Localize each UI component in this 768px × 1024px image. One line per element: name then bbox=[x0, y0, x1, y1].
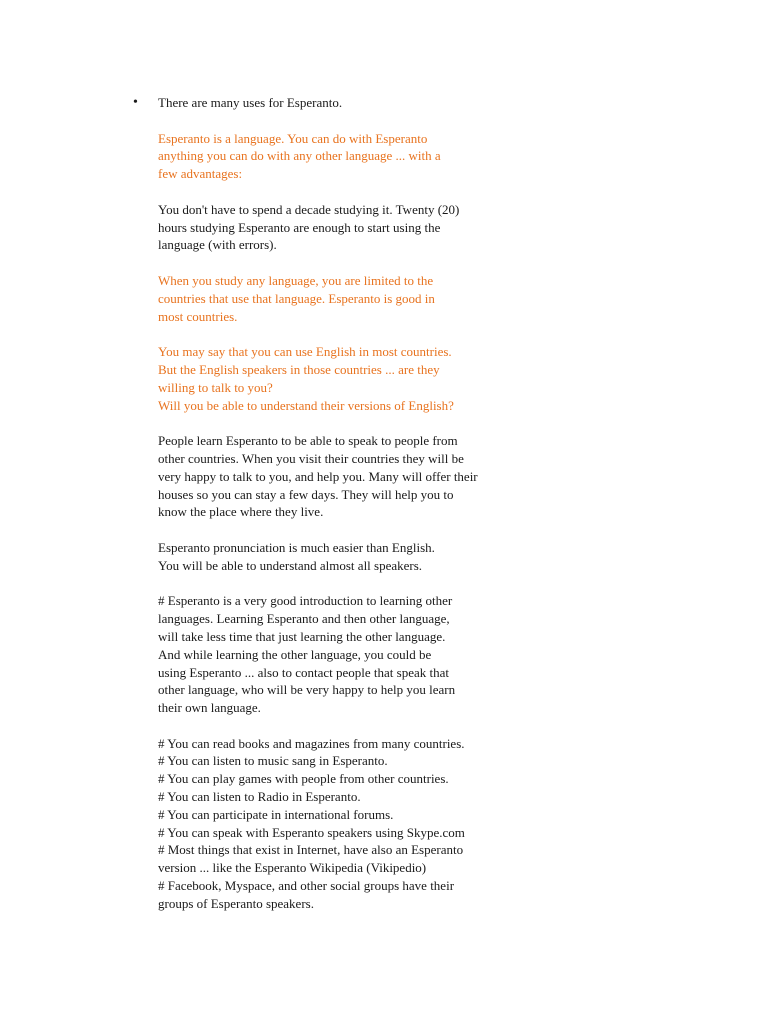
text-line: know the place where they live. bbox=[158, 504, 324, 520]
text-line: language (with errors). bbox=[158, 237, 277, 253]
text-line: other language, who will be very happy to help you learn bbox=[158, 682, 456, 698]
text-line: Esperanto is a language. You can do with Esperanto bbox=[158, 130, 428, 146]
highlighted-paragraph bbox=[158, 130, 558, 183]
highlighted-paragraph bbox=[158, 272, 558, 325]
text-line: # You can play games with people from other countries. bbox=[158, 771, 449, 787]
text-line: houses so you can stay a few days. They will help you to bbox=[158, 486, 454, 502]
text-line: # Esperanto is a very good introduction to learning other bbox=[158, 593, 453, 609]
text-line: # Facebook, Myspace, and other social groups have their bbox=[158, 878, 455, 894]
text-line: Will you be able to understand their versions of English? bbox=[158, 397, 454, 413]
paragraph bbox=[158, 735, 558, 913]
paragraph bbox=[158, 539, 558, 575]
text-line: most countries. bbox=[158, 308, 238, 324]
text-line: # Most things that exist in Internet, have also an Esperanto bbox=[158, 842, 464, 858]
paragraph bbox=[158, 94, 558, 112]
text-line: # You can read books and magazines from many countries. bbox=[158, 735, 465, 751]
text-line: # You can speak with Esperanto speakers using Skype.com bbox=[158, 824, 465, 840]
text-line: willing to talk to you? bbox=[158, 379, 273, 395]
paragraph bbox=[158, 432, 558, 521]
text-line: very happy to talk to you, and help you. Many will offer their bbox=[158, 468, 478, 484]
text-line: version ... like the Esperanto Wikipedia (Vikipedio) bbox=[158, 860, 427, 876]
text-line: Esperanto pronunciation is much easier than English. bbox=[158, 539, 435, 555]
text-line: their own language. bbox=[158, 700, 261, 716]
text-line: countries that use that language. Esperanto is good in bbox=[158, 290, 435, 306]
paragraph bbox=[158, 592, 558, 717]
text-line: languages. Learning Esperanto and then other language, bbox=[158, 611, 450, 627]
text-line: few advantages: bbox=[158, 166, 243, 182]
text-line: People learn Esperanto to be able to speak to people from bbox=[158, 433, 458, 449]
text-line: # You can participate in international forums. bbox=[158, 806, 394, 822]
highlighted-paragraph bbox=[158, 343, 558, 414]
text-line: When you study any language, you are limited to the bbox=[158, 272, 434, 288]
text-line: other countries. When you visit their countries they will be bbox=[158, 450, 464, 466]
text-line: You will be able to understand almost all speakers. bbox=[158, 557, 423, 573]
text-line: hours studying Esperanto are enough to start using the bbox=[158, 219, 441, 235]
paragraph bbox=[158, 201, 558, 254]
text-line: using Esperanto ... also to contact people that speak that bbox=[158, 664, 449, 680]
text-line: anything you can do with any other language ... with a bbox=[158, 148, 441, 164]
text-line: You may say that you can use English in most countries. bbox=[158, 344, 452, 360]
text-line: There are many uses for Esperanto. bbox=[158, 95, 343, 110]
text-line: You don't have to spend a decade studying it. Twenty (20) bbox=[158, 201, 460, 217]
text-line: will take less time that just learning the other language. bbox=[158, 628, 446, 644]
bullet-glyph: • bbox=[133, 95, 138, 110]
text-line: # You can listen to Radio in Esperanto. bbox=[158, 789, 361, 805]
document-body bbox=[158, 94, 558, 930]
text-line: But the English speakers in those countries ... are they bbox=[158, 361, 440, 377]
text-line: # You can listen to music sang in Esperanto. bbox=[158, 753, 388, 769]
text-line: groups of Esperanto speakers. bbox=[158, 895, 314, 911]
text-line: And while learning the other language, you could be bbox=[158, 646, 432, 662]
